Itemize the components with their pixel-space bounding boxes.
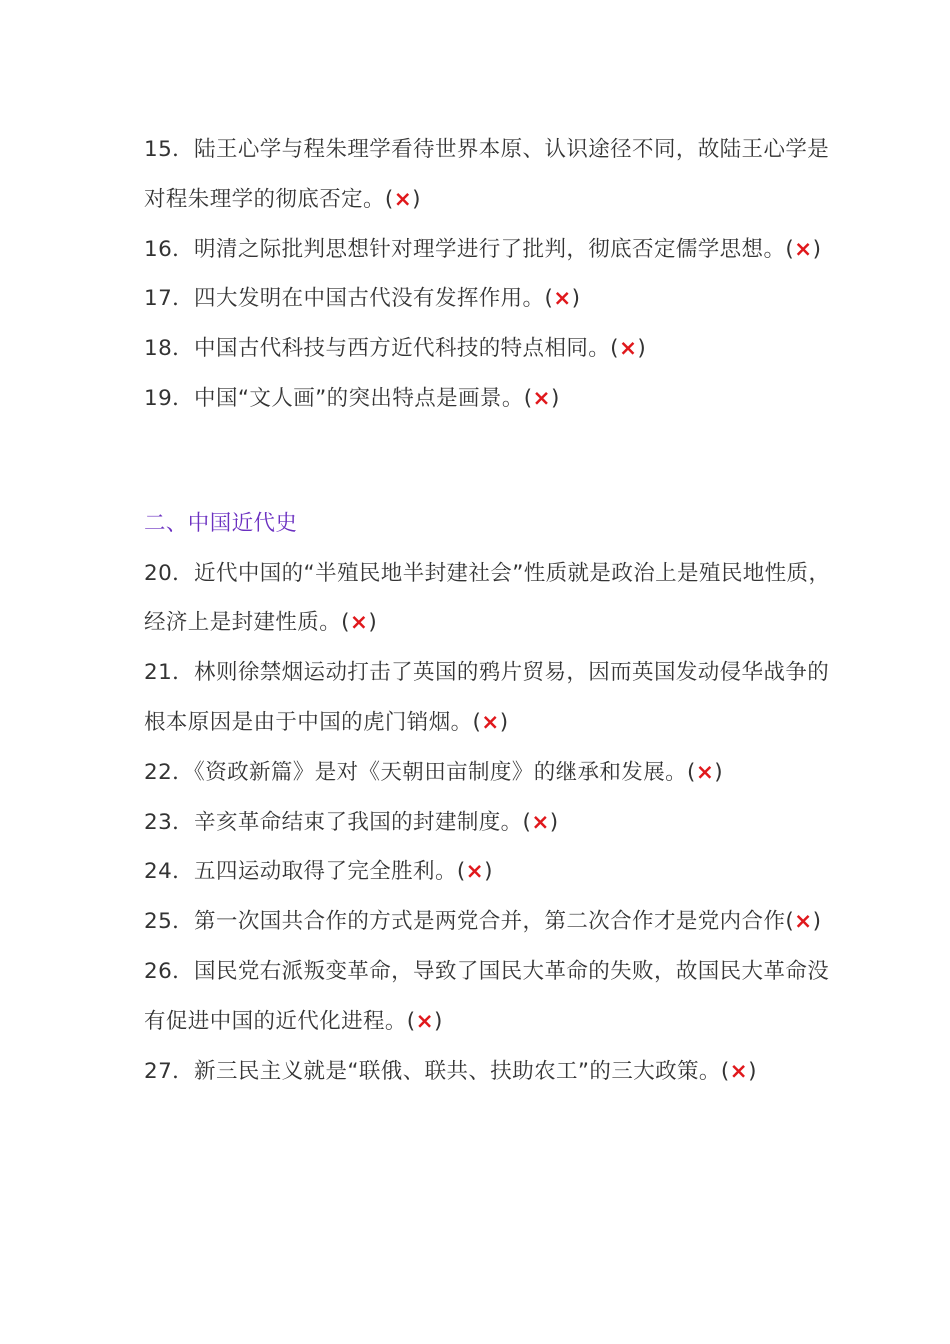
cross-mark: × bbox=[532, 385, 551, 411]
cross-mark: × bbox=[695, 759, 715, 785]
cross-mark: × bbox=[415, 1008, 435, 1034]
question-item: 17．四大发明在中国古代没有发挥作用。(×) bbox=[144, 286, 581, 312]
question-item: 18．中国古代科技与西方近代科技的特点相同。(×) bbox=[144, 336, 647, 362]
cross-mark: × bbox=[553, 286, 572, 312]
cross-mark: × bbox=[794, 236, 813, 262]
section-title: 二、中国近代史 bbox=[144, 510, 298, 536]
cross-mark: × bbox=[393, 186, 413, 212]
question-item: 15．陆王心学与程朱理学看待世界本原、认识途径不同，故陆王心学是对程朱理学的彻底否定。(×) bbox=[144, 137, 830, 212]
question-item: 22．《资政新篇》是对《天朝田亩制度》的继承和发展。(×) bbox=[144, 759, 724, 785]
question-item: 21．林则徐禁烟运动打击了英国的鸦片贸易，因而英国发动侵华战争的根本原因是由于中国的虎门销烟。(×) bbox=[144, 660, 830, 735]
question-item: 25．第一次国共合作的方式是两党合并，第二次合作才是党内合作(×) bbox=[144, 909, 822, 935]
cross-mark: × bbox=[729, 1058, 749, 1084]
document-content bbox=[144, 125, 834, 1096]
question-item: 24．五四运动取得了完全胜利。(×) bbox=[144, 859, 493, 885]
question-item: 27．新三民主义就是“联俄、联共、扶助农工”的三大政策。(×) bbox=[144, 1058, 757, 1084]
question-item: 19．中国“文人画”的突出特点是画景。(×) bbox=[144, 385, 560, 411]
question-item: 26．国民党右派叛变革命，导致了国民大革命的失败，故国民大革命没有促进中国的近代化进程。(×) bbox=[144, 958, 830, 1034]
cross-mark: × bbox=[531, 809, 550, 835]
question-item: 23．辛亥革命结束了我国的封建制度。(×) bbox=[144, 809, 559, 835]
cross-mark: × bbox=[465, 859, 485, 885]
section-spacer bbox=[144, 424, 834, 499]
cross-mark: × bbox=[349, 610, 369, 636]
question-item: 16．明清之际批判思想针对理学进行了批判，彻底否定儒学思想。(×) bbox=[144, 236, 822, 262]
cross-mark: × bbox=[618, 336, 638, 362]
cross-mark: × bbox=[481, 709, 500, 735]
cross-mark: × bbox=[794, 909, 813, 935]
question-item: 20．近代中国的“半殖民地半封建社会”性质就是政治上是殖民地性质，经济上是封建性质。(×) bbox=[144, 560, 831, 636]
